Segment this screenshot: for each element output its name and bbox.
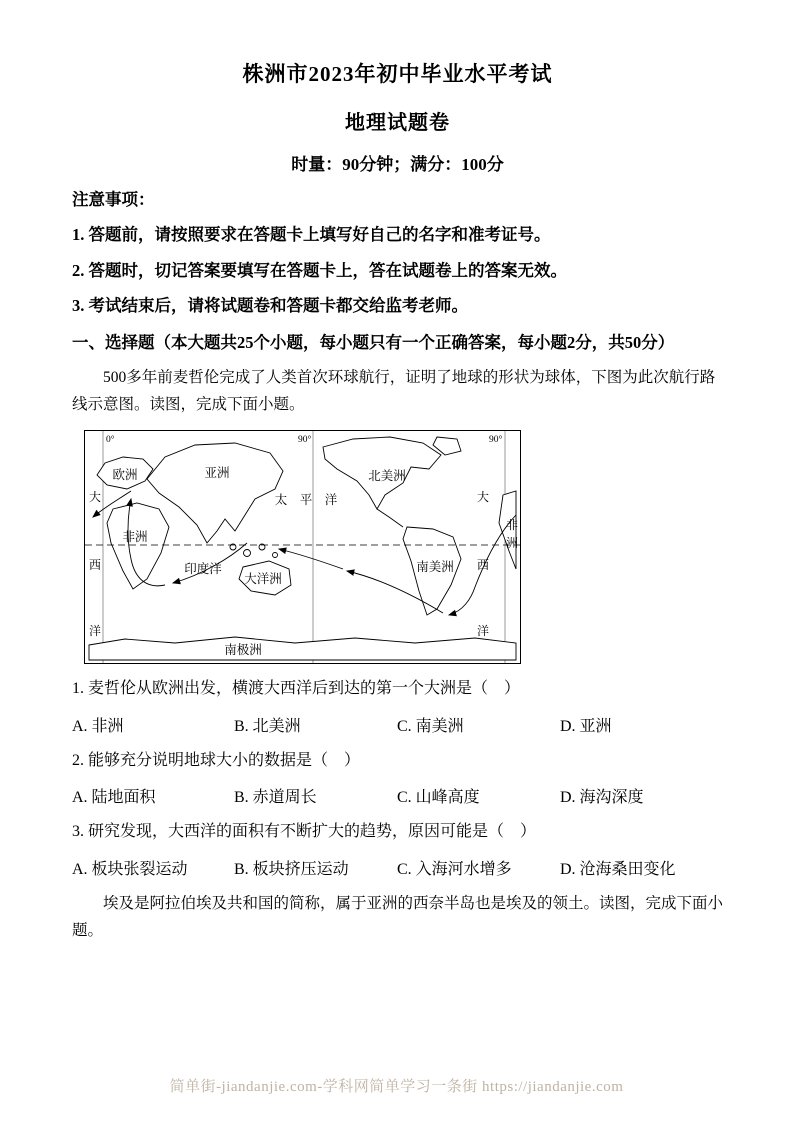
question-1-option-b: B. 北美洲 [234, 717, 301, 735]
label-atlantic-right-2: 西 [477, 557, 490, 572]
question-2-options [72, 784, 723, 807]
question-2-option-a: A. 陆地面积 [72, 789, 156, 807]
question-3-option-a: A. 板块张裂运动 [72, 861, 188, 879]
label-africa-right-1: 非 [506, 517, 519, 532]
question-2-option-b: B. 赤道周长 [234, 789, 317, 807]
notice-heading: 注意事项： [72, 190, 155, 209]
watermark-footer: 简单街-jiandanjie.com-学科网简单学习一条街 https://jiandanjie.com [169, 1079, 624, 1095]
question-1-option-a: A. 非洲 [72, 717, 124, 735]
label-south-america: 南美洲 [416, 559, 454, 574]
route-pacific-2 [279, 549, 343, 569]
label-africa-right-2: 洲 [506, 535, 519, 550]
passage-magellan: 500多年前麦哲伦完成了人类首次环球航行，证明了地球的形状为球体，下图为此次航行路线示意图。读图，完成下面小题。 [72, 369, 716, 413]
meridian-label-90e: 90° [298, 434, 312, 445]
notice-item-3: 3. 考试结束后，请将试题卷和答题卡都交给监考老师。 [72, 296, 468, 316]
label-asia: 亚洲 [204, 465, 230, 480]
meridian-label-90w: 90° [489, 434, 503, 445]
section-one-heading: 一、选择题（本大题共25个小题，每小题只有一个正确答案，每小题2分，共50分） [72, 332, 675, 352]
exam-title: 株洲市2023年初中毕业水平考试 [242, 62, 553, 86]
label-europe: 欧洲 [112, 467, 138, 482]
island-shape [244, 549, 251, 556]
label-atlantic-left-1: 大 [89, 489, 102, 504]
magellan-route-map [84, 430, 521, 664]
question-2-option-c: C. 山峰高度 [397, 789, 480, 807]
question-2-option-d: D. 海沟深度 [560, 789, 644, 807]
question-1-options [72, 713, 723, 736]
island-shape [273, 552, 278, 557]
label-atlantic-left-2: 西 [89, 557, 102, 572]
label-africa: 非洲 [122, 529, 148, 544]
question-1 [72, 679, 723, 736]
question-3-stem: 3. 研究发现，大西洋的面积有不断扩大的趋势，原因可能是（ ） [72, 823, 537, 841]
notice-item-1: 1. 答题前，请按照要求在答题卡上填写好自己的名字和准考证号。 [72, 225, 551, 245]
label-pacific-ocean: 太 平 洋 [274, 492, 338, 507]
question-2-stem: 2. 能够充分说明地球大小的数据是（ ） [72, 751, 361, 769]
question-3-options [72, 856, 723, 879]
label-oceania: 大洋洲 [244, 571, 282, 586]
passage-egypt: 埃及是阿拉伯埃及共和国的简称，属于亚洲的西奈半岛也是埃及的领土。读图，完成下面小题。 [72, 895, 724, 939]
meridian-label-0: 0° [106, 434, 115, 445]
question-1-stem: 1. 麦哲伦从欧洲出发，横渡大西洋后到达的第一个大洲是（ ） [72, 679, 521, 697]
antarctica-shape [89, 637, 516, 660]
label-north-america: 北美洲 [368, 468, 406, 483]
world-map-svg [85, 431, 520, 663]
question-3-option-b: B. 板块挤压运动 [234, 861, 349, 879]
exam-subtitle: 地理试题卷 [345, 112, 450, 134]
question-3-option-c: C. 入海河水增多 [397, 861, 512, 879]
label-atlantic-right-3: 洋 [477, 623, 490, 638]
question-1-option-d: D. 亚洲 [560, 717, 612, 735]
question-2 [72, 751, 723, 808]
question-1-option-c: C. 南美洲 [397, 717, 464, 735]
label-indian-ocean: 印度洋 [184, 561, 222, 576]
question-3 [72, 822, 723, 879]
label-antarctica: 南极洲 [224, 642, 262, 657]
label-atlantic-right-1: 大 [477, 489, 490, 504]
label-atlantic-left-3: 洋 [89, 623, 102, 638]
central-america-shape [377, 509, 403, 527]
question-3-option-d: D. 沧海桑田变化 [560, 861, 676, 879]
exam-duration-score: 时量：90分钟；满分：100分 [291, 155, 504, 174]
notice-item-2: 2. 答题时，切记答案要填写在答题卡上，答在试题卷上的答案无效。 [72, 260, 567, 280]
